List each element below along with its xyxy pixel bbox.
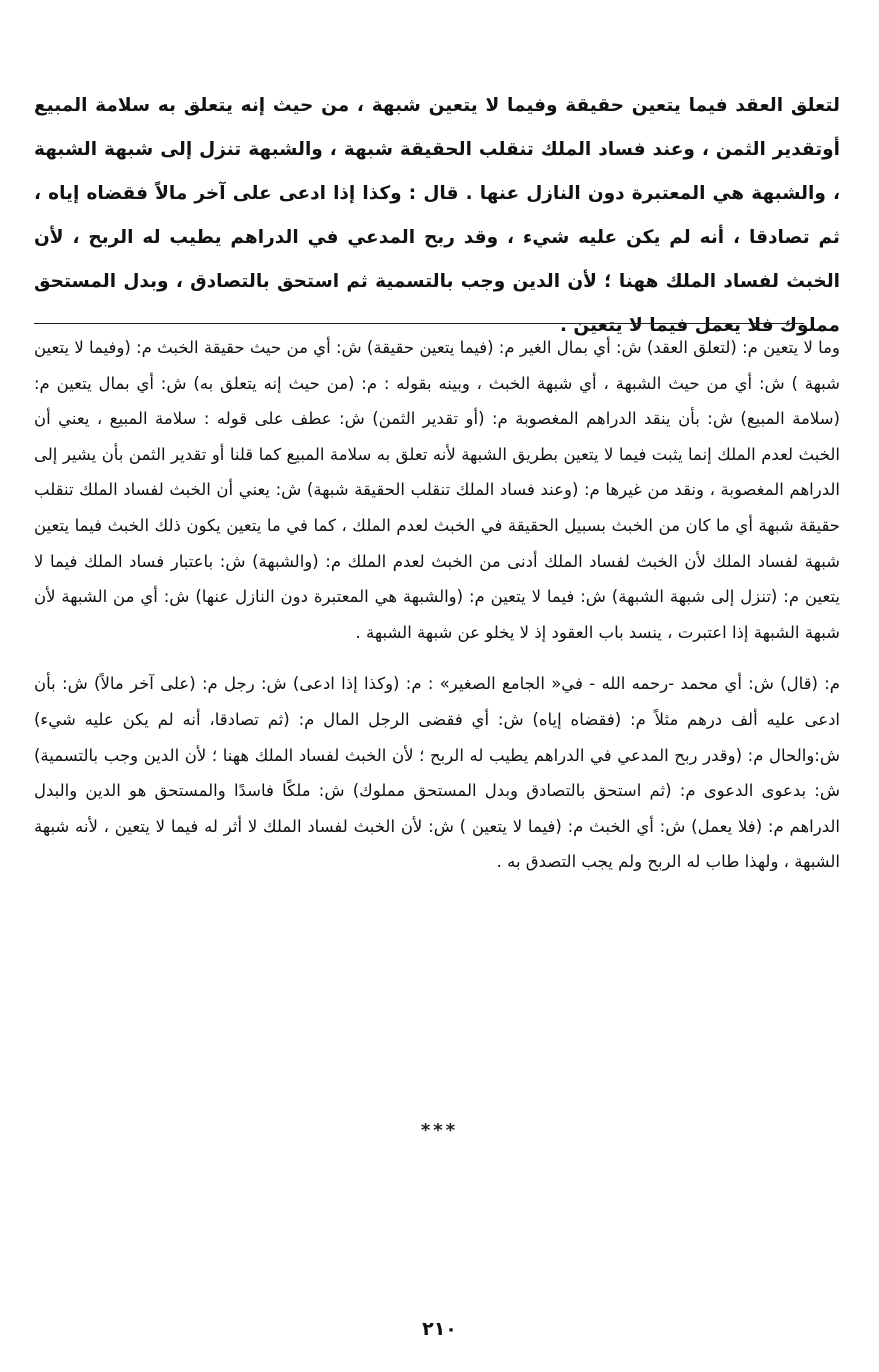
footnote-divider xyxy=(34,323,804,324)
main-text-block xyxy=(34,84,840,348)
commentary-paragraph-1: وما لا يتعين م: (لتعلق العقد) ش: أي بمال الغير م: (فيما يتعين حقيقة) ش: أي من حيث حقيقة الخبث م: (وفيما لا يتعين شبهة ) ش: أي من حيث الشبهة ، أي شبهة الخبث ، وبينه بقوله : م: (من حيث إنه يتعلق به) ش: أي بمال يتعين م: (سلامة المبيع) ش: بأن ينقد الدراهم المغصوبة م: (أو تقدير الثمن) ش: عطف على قوله : سلامة المبيع ، يعني أن الخبث لعدم الملك إنما يثبت فيما لا يتعين بطريق الشبهة لأنه تعلق به سلامة المبيع كما قلنا أو تقدير الثمن بأن يشير إلى الدراهم المغصوبة ، ونقد من غيرها م: (وعند فساد الملك تنقلب الحقيقة شبهة) ش: يعني أن الخبث لفساد الملك تنقلب حقيقة شبهة أي ما كان من الخبث بسبيل الحقيقة في الخبث لعدم الملك ، كما في ما يتعين يكون ذلك الخبث فيما يتعين شبهة لفساد الملك لأن الخبث لفساد الملك أدنى من الخبث لعدم الملك م: (والشبهة) ش: باعتبار فساد الملك فيما لا يتعين م: (تنزل إلى شبهة الشبهة) ش: فيما لا يتعين م: (والشبهة هي المعتبرة دون النازل عنها) ش: أي من الشبهة لأن شبهة الشبهة إذا اعتبرت ، ينسد باب العقود إذ لا يخلو عن شبهة الشبهة . xyxy=(34,338,840,642)
main-paragraph: لتعلق العقد فيما يتعين حقيقة وفيما لا يتعين شبهة ، من حيث إنه يتعلق به سلامة المبيع أوتقدير الثمن ، وعند فساد الملك تنقلب الحقيقة شبهة ، والشبهة تنزل إلى شبهة الشبهة ، والشبهة هي المعتبرة دون النازل عنها . قال : وكذا إذا ادعى على آخر مالاً فقضاه إياه ، ثم تصادقا ، أنه لم يكن عليه شيء ، وقد ربح المدعي في الدراهم يطيب له الربح ، لأن الخبث لفساد الملك ههنا ؛ لأن الدين وجب بالتسمية ثم استحق بالتصادق ، وبدل المستحق مملوك فلا يعمل فيما لا يتعين . xyxy=(34,95,840,336)
section-ornament: *** xyxy=(420,1120,459,1141)
page-number: ٢١٠ xyxy=(422,1318,457,1340)
commentary-block xyxy=(34,330,840,880)
commentary-paragraph-2: م: (قال) ش: أي محمد -رحمه الله - في« الجامع الصغير» : م: (وكذا إذا ادعى) ش: رجل م: (على آخر مالاً) ش: بأن ادعى عليه ألف درهم مثلاً م: (فقضاه إياه) ش: أي فقضى الرجل المال م: (ثم تصادقا، أنه لم يكن عليه شيء) ش:والحال م: (وقدر ربح المدعي في الدراهم يطيب له الربح ؛ لأن الخبث لفساد الملك ههنا ؛ لأن الدين وجب بالتسمية) ش: بدعوى الدعوى م: (ثم استحق بالتصادق وبدل المستحق مملوك) ش: ملكًا فاسدًا والمستحق هو الدين والبدل الدراهم م: (فلا يعمل) ش: أي الخبث م: (فيما لا يتعين ) ش: لأن الخبث لفساد الملك لا أثر له فيما لا يتعين ، لأنه شبهة الشبهة ، ولهذا طاب له الربح ولم يجب التصدق به . xyxy=(34,674,840,872)
